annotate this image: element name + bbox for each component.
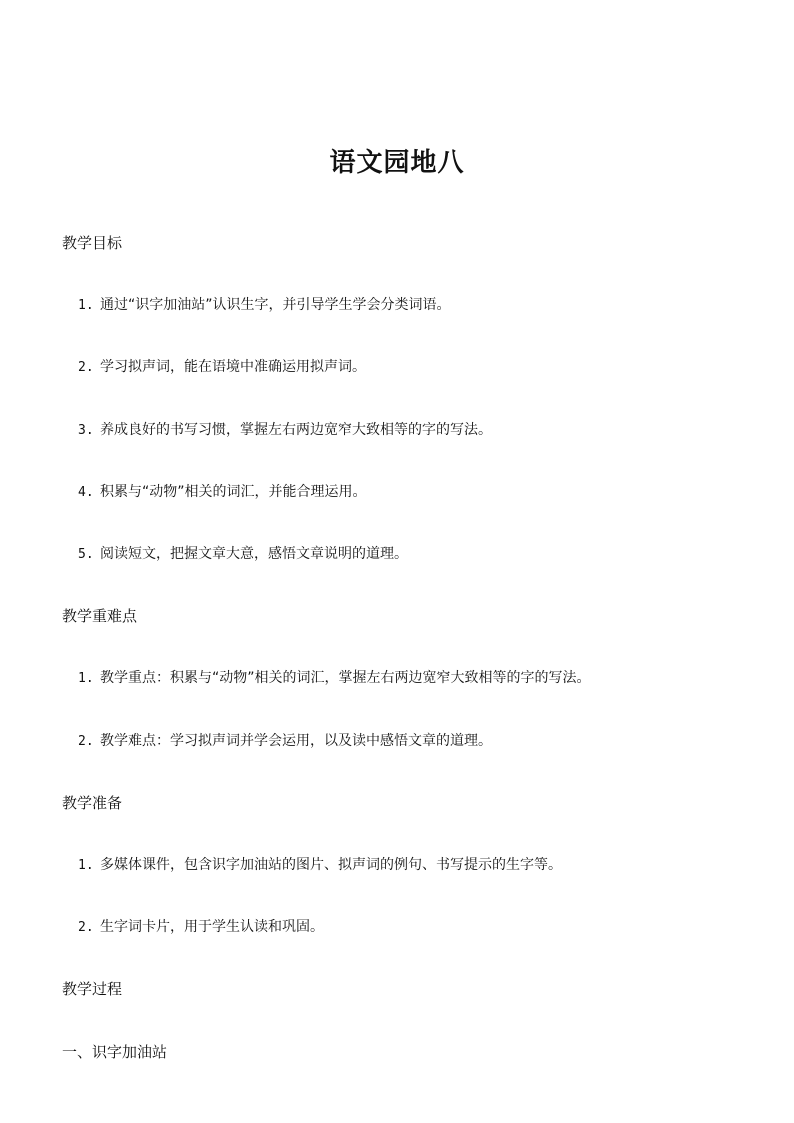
list-text: 教学难点：学习拟声词并学会运用，以及读中感悟文章的道理。 xyxy=(100,733,492,749)
section-heading-process: 教学过程 xyxy=(62,980,123,998)
section-heading-goals: 教学目标 xyxy=(62,234,123,252)
document-title: 语文园地八 xyxy=(329,148,465,178)
list-number: 1. xyxy=(78,858,94,873)
list-text: 养成良好的书写习惯，掌握左右两边宽窄大致相等的字的写法。 xyxy=(100,422,492,438)
list-item xyxy=(78,855,562,876)
list-number: 2. xyxy=(78,360,94,375)
list-number: 4. xyxy=(78,485,94,500)
section-heading-preparation: 教学准备 xyxy=(62,794,123,812)
list-item xyxy=(78,295,451,316)
list-item xyxy=(78,357,366,378)
list-text: 积累与“动物”相关的词汇，并能合理运用。 xyxy=(100,484,367,500)
list-item xyxy=(78,731,492,752)
list-item xyxy=(78,917,324,938)
list-text: 生字词卡片，用于学生认读和巩固。 xyxy=(100,919,324,935)
list-text: 教学重点：积累与“动物”相关的词汇，掌握左右两边宽窄大致相等的字的写法。 xyxy=(100,670,591,686)
list-item xyxy=(78,482,367,503)
list-text: 学习拟声词，能在语境中准确运用拟声词。 xyxy=(100,359,366,375)
list-text: 多媒体课件，包含识字加油站的图片、拟声词的例句、书写提示的生字等。 xyxy=(100,857,562,873)
list-number: 2. xyxy=(78,920,94,935)
list-number: 1. xyxy=(78,298,94,313)
list-item xyxy=(78,668,591,689)
list-number: 1. xyxy=(78,671,94,686)
section-heading-key-points: 教学重难点 xyxy=(62,607,138,625)
list-text: 阅读短文，把握文章大意，感悟文章说明的道理。 xyxy=(100,546,408,562)
list-number: 5. xyxy=(78,547,94,562)
list-number: 3. xyxy=(78,423,94,438)
list-item xyxy=(78,544,408,565)
list-text: 通过“识字加油站”认识生字，并引导学生学会分类词语。 xyxy=(100,297,451,313)
subsection-heading: 一、识字加油站 xyxy=(62,1043,168,1061)
list-number: 2. xyxy=(78,734,94,749)
list-item xyxy=(78,420,492,441)
